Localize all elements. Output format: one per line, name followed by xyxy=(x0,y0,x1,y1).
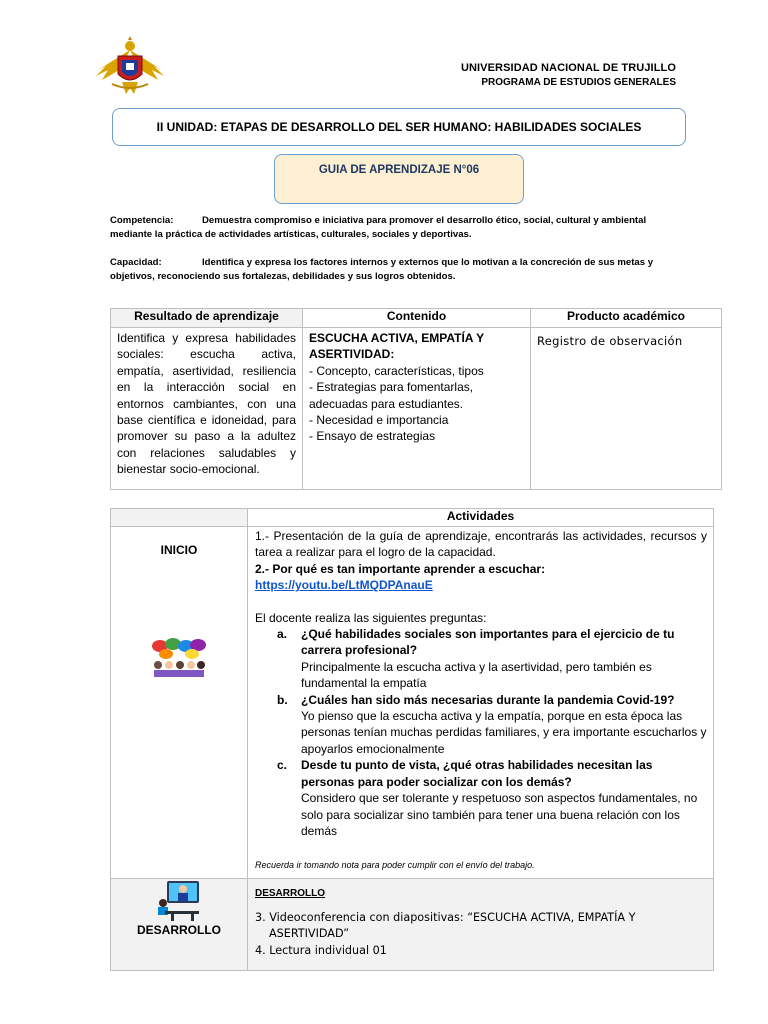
answer-text: Considero que ser tolerante y respetuoso son aspectos fundamentales, no solo para socializar sino también para tener una buena relación con los demás xyxy=(301,791,698,838)
contenido-item: - Ensayo de estrategias xyxy=(309,429,436,444)
desarrollo-title: DESARROLLO xyxy=(255,888,325,899)
header-contenido: Contenido xyxy=(303,309,531,328)
questions-intro: El docente realiza las siguientes preguntas: xyxy=(255,610,487,625)
competencia-text-2: mediante la práctica de actividades artísticas, culturales, sociales y deportivas. xyxy=(110,229,472,240)
question-marker: a. xyxy=(277,627,288,642)
desarrollo-content xyxy=(248,879,714,971)
contenido-item: - Estrategias para fomentarlas, adecuadas para estudiantes. xyxy=(309,380,474,411)
question-item xyxy=(277,626,707,692)
desarrollo-item-3: 3. Videoconferencia con diapositivas: “ESCUCHA ACTIVA, EMPATÍA Y xyxy=(255,911,636,925)
university-header xyxy=(461,62,676,88)
resultado-cell: Identifica y expresa habilidades sociales: escucha activa, empatía, asertividad, resiliencia en la interacción social en entornos cambiantes, con una base científica e idoneidad, para promover su paso a la adultez con relaciones saludables y bienestar socio-emocional. xyxy=(111,328,303,490)
question-text: Desde tu punto de vista, ¿qué otras habilidades necesitan las personas para poder socializar con los demás? xyxy=(301,758,653,789)
desarrollo-cell xyxy=(111,879,248,971)
activities-header-empty xyxy=(111,509,248,527)
capacidad-paragraph xyxy=(110,256,690,284)
question-marker: b. xyxy=(277,692,288,707)
inicio-item-1: 1.- Presentación de la guía de aprendizaje, encontrarás las actividades, recursos y tarea a realizar para el logro de la capacidad. xyxy=(255,529,707,560)
question-item xyxy=(277,757,707,839)
video-link[interactable]: https://youtu.be/LtMQDPAnauE xyxy=(255,578,433,593)
producto-cell: Registro de observación xyxy=(531,328,722,490)
competencia-text-1: Demuestra compromiso e iniciativa para promover el desarrollo ético, social, cultural y ambiental xyxy=(202,215,647,226)
inicio-content xyxy=(248,527,714,879)
learning-outcomes-table xyxy=(110,308,722,490)
guide-title: GUIA DE APRENDIZAJE N°06 xyxy=(318,164,480,176)
question-item xyxy=(277,692,707,758)
guide-title-box xyxy=(274,154,524,204)
inicio-item-2: 2.- Por qué es tan importante aprender a escuchar: xyxy=(255,561,546,576)
question-marker: c. xyxy=(277,758,288,773)
header-resultado: Resultado de aprendizaje xyxy=(111,309,303,328)
question-text: ¿Cuáles han sido más necesarias durante la pandemia Covid-19? xyxy=(301,692,675,707)
activities-table xyxy=(110,508,714,971)
answer-text: Yo pienso que la escucha activa y la empatía, porque en esta época las personas tenían muchas perdidas familiares, y era importante escucharlos y apoyarlos emocionalmente xyxy=(301,709,707,756)
inicio-label: INICIO xyxy=(160,543,198,557)
desarrollo-label: DESARROLLO xyxy=(137,923,221,937)
university-crest-icon xyxy=(92,36,168,98)
speech-bubbles-people-icon xyxy=(151,637,207,677)
activities-header: Actividades xyxy=(248,509,714,527)
contenido-cell xyxy=(303,328,531,490)
program-name: PROGRAMA DE ESTUDIOS GENERALES xyxy=(481,77,676,88)
desarrollo-item-3b: ASERTIVIDAD” xyxy=(269,926,350,940)
contenido-title: ESCUCHA ACTIVA, EMPATÍA Y ASERTIVIDAD: xyxy=(309,331,484,362)
capacidad-label: Capacidad: xyxy=(110,257,162,268)
unit-title: II UNIDAD: ETAPAS DE DESARROLLO DEL SER HUMANO: HABILIDADES SOCIALES xyxy=(156,120,642,134)
unit-title-box xyxy=(112,108,686,146)
videoconference-icon xyxy=(151,879,207,921)
header-producto: Producto académico xyxy=(531,309,722,328)
capacidad-text-1: Identifica y expresa los factores internos y externos que lo motivan a la concreción de sus metas y xyxy=(202,257,654,268)
competencia-label: Competencia: xyxy=(110,215,174,226)
contenido-item: - Necesidad e importancia xyxy=(309,413,449,428)
competencia-paragraph xyxy=(110,214,690,242)
note-text: Recuerda ir tomando nota para poder cumplir con el envío del trabajo. xyxy=(255,860,535,871)
inicio-cell xyxy=(111,527,248,879)
question-text: ¿Qué habilidades sociales son importantes para el ejercicio de tu carrera profesional? xyxy=(301,627,675,658)
contenido-item: - Concepto, características, tipos xyxy=(309,363,484,378)
capacidad-text-2: objetivos, reconociendo sus fortalezas, debilidades y sus logros obtenidos. xyxy=(110,271,456,282)
desarrollo-item-4: 4. Lectura individual 01 xyxy=(255,944,387,958)
university-name: UNIVERSIDAD NACIONAL DE TRUJILLO xyxy=(460,62,676,74)
answer-text: Principalmente la escucha activa y la asertividad, pero también es fundamental la empatía xyxy=(301,659,652,691)
